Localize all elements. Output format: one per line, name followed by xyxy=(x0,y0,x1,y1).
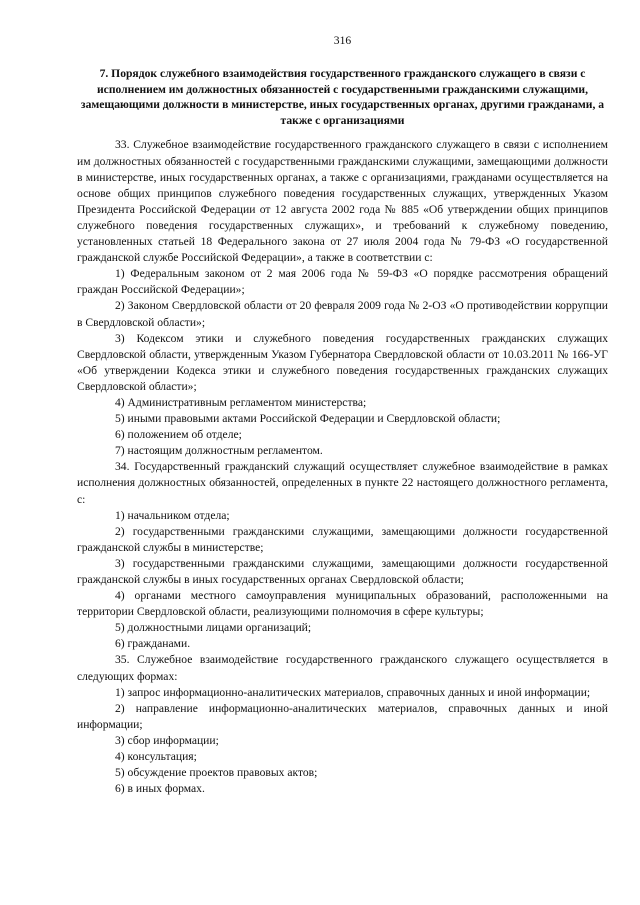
list-item: 6) в иных формах. xyxy=(115,782,205,796)
list-item: 3) Кодексом этики и служебного поведения государственных гражданских служащих Свердловской области, утвержденным Указом Губернатора Свердловской области от 10.03.2011 № 166-УГ «Об утверждении Кодекса этики и служебного поведения государственных гражданских служащих Свердловской области»; xyxy=(77,331,608,393)
paragraph-34: 34. Государственный гражданский служащий осуществляет служебное взаимодействие в рамках исполнения должностных обязанностей, определенных в пункте 22 настоящего должностного регламента, с: xyxy=(77,460,608,506)
list-item: 4) консультация; xyxy=(115,750,197,764)
list-item: 7) настоящим должностным регламентом. xyxy=(115,444,323,458)
list-item: 4) Административным регламентом министерства; xyxy=(115,395,367,409)
list-item: 2) направление информационно-аналитических материалов, справочных данных и иной информации; xyxy=(77,701,608,731)
list-item: 5) должностными лицами организаций; xyxy=(115,621,312,635)
list-item: 3) государственными гражданскими служащими, замещающими должности государственной гражданской службы в иных государственных органах Свердловской области; xyxy=(77,556,608,586)
list-item: 2) Законом Свердловской области от 20 февраля 2009 года № 2-ОЗ «О противодействии коррупции в Свердловской области»; xyxy=(77,299,608,329)
list-item: 3) сбор информации; xyxy=(115,733,219,747)
list-item: 6) гражданами. xyxy=(115,637,191,651)
paragraph-33: 33. Служебное взаимодействие государственного гражданского служащего в связи с исполнением им должностных обязанностей с государственными гражданскими служащими, замещающими должности в министерстве, иных государственных органах, а также с организациями, гражданами осуществляется на основе общих принципов служебного поведения государственных служащих, утвержденных Указом Президента Российской Федерации от 12 августа 2002 года № 885 «Об утверждении общих принципов служебного поведения государственных служащих», и требований к служебному поведению, установленных статьей 18 Федерального закона от 27 июля 2004 года № 79-ФЗ «О государственной гражданской службе Российской Федерации», а также в соответствии с: xyxy=(77,138,608,265)
list-item: 1) Федеральным законом от 2 мая 2006 года № 59-ФЗ «О порядке рассмотрения обращений граждан Российской Федерации»; xyxy=(77,267,608,297)
page-number: 316 xyxy=(333,34,352,47)
list-item: 2) государственными гражданскими служащими, замещающими должности государственной гражданской службы в министерстве; xyxy=(77,524,608,554)
list-item: 1) запрос информационно-аналитических материалов, справочных данных и иной информации; xyxy=(115,685,591,699)
list-item: 6) положением об отделе; xyxy=(115,428,242,442)
list-item: 5) обсуждение проектов правовых актов; xyxy=(115,766,318,780)
list-item: 5) иными правовыми актами Российской Федерации и Свердловской области; xyxy=(115,412,501,426)
paragraph-35: 35. Служебное взаимодействие государственного гражданского служащего осуществляется в следующих формах: xyxy=(77,653,608,683)
section-heading: 7. Порядок служебного взаимодействия государственного гражданского служащего в связи с исполнением им должностных обязанностей с государственными гражданскими служащими, замещающими должности в министерстве, иных государственных органах, другими гражданами, а также с организациями xyxy=(80,67,605,127)
list-item: 1) начальником отдела; xyxy=(115,508,230,522)
list-item: 4) органами местного самоуправления муниципальных образований, расположенными на территории Свердловской области, реализующими полномочия в сфере культуры; xyxy=(77,589,608,619)
body-text xyxy=(77,137,608,797)
